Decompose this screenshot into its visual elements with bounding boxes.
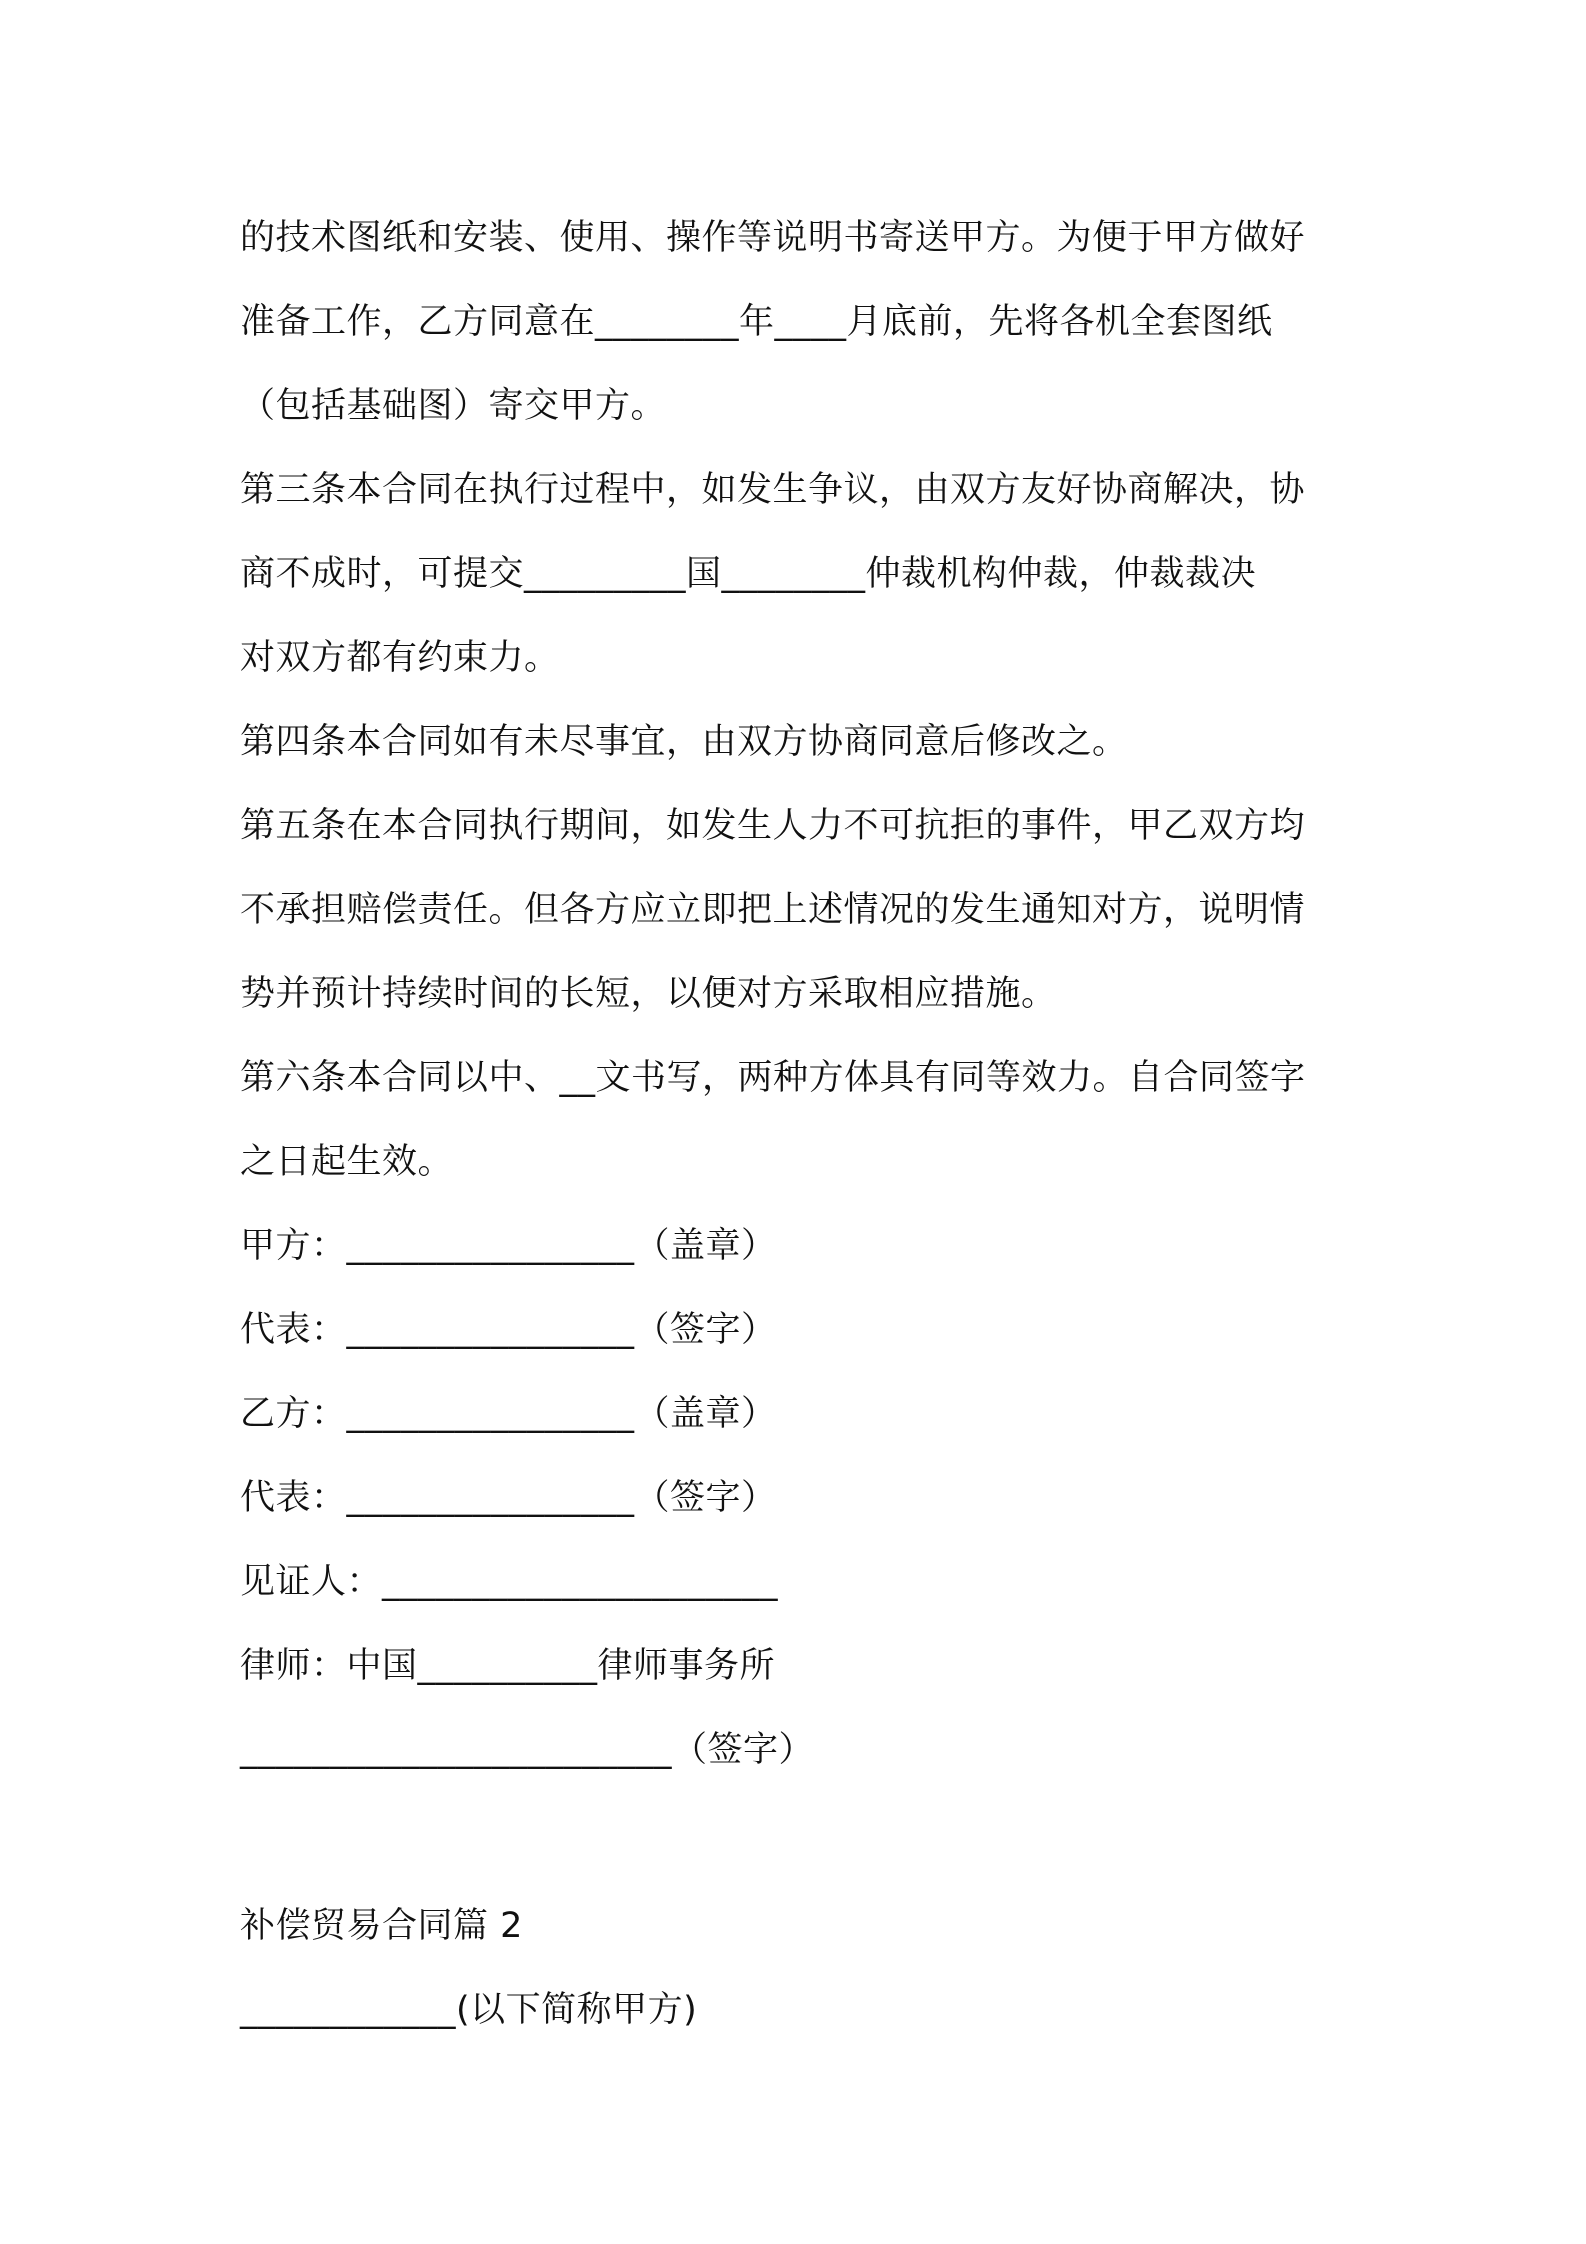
- section-spacer: [240, 1792, 1360, 1884]
- article-5-line: 第五条在本合同执行期间，如发生人力不可抗拒的事件，甲乙双方均: [240, 806, 1306, 846]
- party-b-signature-line: 乙方：________________（盖章）: [240, 1394, 777, 1434]
- article-4-line: 第四条本合同如有未尽事宜，由双方协商同意后修改之。: [240, 722, 1128, 762]
- lawyer-line: 律师：中国__________律师事务所: [240, 1646, 776, 1686]
- party-b-representative-line: 代表：________________（签字）: [240, 1478, 777, 1518]
- text-line: 对双方都有约束力。: [240, 638, 560, 678]
- text-line: 商不成时，可提交_________国________仲裁机构仲裁，仲裁裁决: [240, 554, 1257, 594]
- section-title: 补偿贸易合同篇 2: [240, 1906, 523, 1946]
- text-line: 之日起生效。: [240, 1142, 454, 1182]
- text-line: 准备工作，乙方同意在________年____月底前，先将各机全套图纸: [240, 302, 1273, 342]
- text-line: 不承担赔偿责任。但各方应立即把上述情况的发生通知对方，说明情: [240, 890, 1306, 930]
- text-line: 的技术图纸和安装、使用、操作等说明书寄送甲方。为便于甲方做好: [240, 218, 1306, 258]
- text-line: （包括基础图）寄交甲方。: [240, 386, 667, 426]
- party-intro-line: ____________(以下简称甲方): [240, 1990, 698, 2030]
- party-a-signature-line: 甲方：________________（盖章）: [240, 1226, 777, 1266]
- lawyer-signature-line: ________________________（签字）: [240, 1730, 815, 1770]
- witness-line: 见证人：______________________: [240, 1562, 779, 1602]
- article-6-line: 第六条本合同以中、__文书写，两种方体具有同等效力。自合同签字: [240, 1058, 1306, 1098]
- text-line: 势并预计持续时间的长短，以便对方采取相应措施。: [240, 974, 1057, 1014]
- party-a-representative-line: 代表：________________（签字）: [240, 1310, 777, 1350]
- document-body: [240, 196, 1360, 2052]
- article-3-line: 第三条本合同在执行过程中，如发生争议，由双方友好协商解决，协: [240, 470, 1306, 510]
